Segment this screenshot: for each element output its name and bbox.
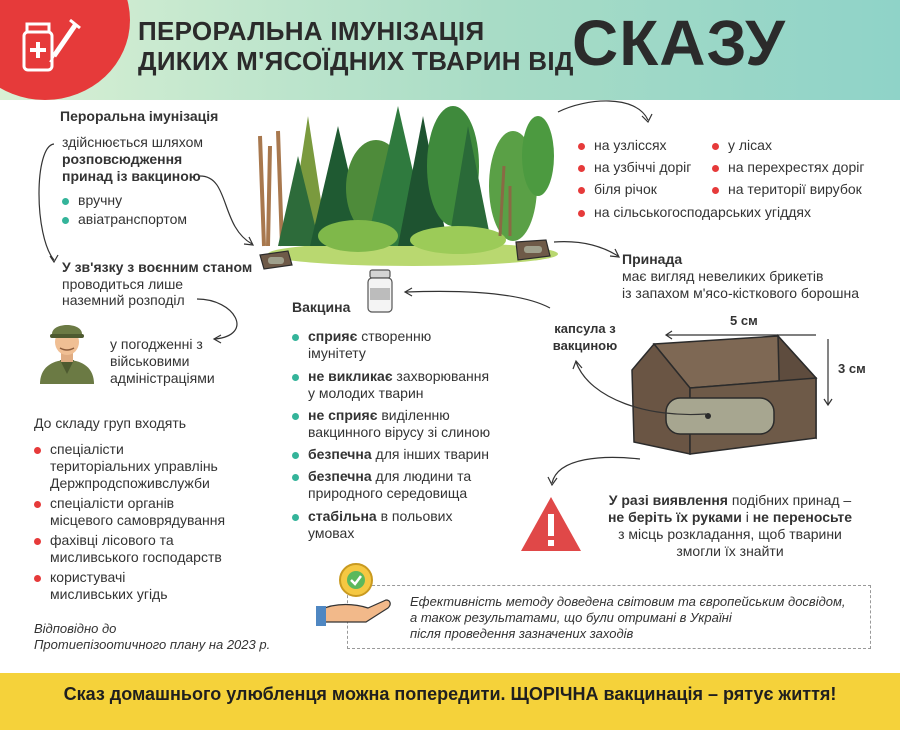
source-line-2: Протиепізоотичного плану на 2023 р.: [34, 637, 271, 652]
bait-width-label: 5 см: [730, 313, 758, 328]
war-line-1: проводиться лише: [62, 276, 184, 292]
vaccine-jar-icon: [364, 268, 396, 314]
vaccine-item: безпечна для інших тварин: [292, 446, 489, 463]
place-item: на узбіччі доріг: [578, 159, 691, 176]
coord-arrow: [195, 295, 255, 345]
group-item: фахівці лісового та мисливського господарств: [34, 532, 222, 566]
coord-line-2: військовими: [110, 353, 190, 369]
warning-line-3: з місць розкладання, щоб тварини: [618, 526, 842, 542]
groups-heading: До складу груп входять: [34, 415, 187, 431]
vaccine-item: не сприяє виділенню вакцинного вірусу зі слиною: [292, 407, 490, 441]
warning-triangle-icon: [518, 494, 584, 554]
bait-line-2: із запахом м'ясо-кісткового борошна: [622, 285, 860, 301]
warning-line-2: не беріть їх руками і не переносьте: [607, 509, 853, 525]
place-item: на узліссях: [578, 137, 667, 154]
footer-slogan: Сказ домашнього улюбленця можна попередити. ЩОРІЧНА вакцинація – рятує життя!: [63, 684, 837, 704]
place-item: біля річок: [578, 181, 657, 198]
war-heading: У зв'язку з воєнним станом: [62, 259, 253, 275]
oral-immunization-heading: Пероральна імунізація: [60, 108, 219, 124]
medical-vial-syringe-icon: [14, 10, 84, 80]
warning-arrow: [544, 455, 644, 489]
title-line-2: ДИКИХ М'ЯСОЇДНИХ ТВАРИН ВІД: [138, 46, 574, 76]
vaccine-item: стабільна в польових умовах: [292, 508, 453, 542]
warning-line-4: змогли їх знайти: [676, 543, 784, 559]
group-item: спеціалісти органів місцевого самоврядування: [34, 495, 225, 529]
war-line-2: наземний розподіл: [62, 292, 185, 308]
title-rabies: СКАЗУ: [572, 7, 786, 79]
method-item-air: авіатранспортом: [62, 211, 187, 228]
method-item-manual: вручну: [62, 192, 122, 209]
place-item: у лісах: [712, 137, 772, 154]
place-item: на сільськогосподарських угіддях: [578, 204, 811, 221]
gear-check-hand-icon: [316, 560, 396, 630]
places-arrow: [556, 96, 656, 126]
source-line-1: Відповідно до: [34, 621, 117, 636]
vaccine-heading: Вакцина: [292, 299, 351, 315]
vaccine-item: безпечна для людини та природного середовища: [292, 468, 471, 502]
bait-height-label: 3 см: [838, 361, 866, 376]
coord-line-3: адміністраціями: [110, 370, 215, 386]
bait-line-1: має вигляд невеликих брикетів: [622, 268, 824, 284]
bait-small-right: [514, 236, 552, 264]
coord-line-1: у погодженні з: [110, 336, 203, 352]
place-item: на перехрестях доріг: [712, 159, 864, 176]
intro-line-1: здійснюється шляхом: [62, 134, 203, 150]
vaccine-item: не викликає захворювання у молодих тварин: [292, 368, 489, 402]
method-line-2: а також результатами, що були отримані в Україні: [410, 610, 732, 625]
vaccine-item: сприяє створенню імунітету: [292, 328, 431, 362]
soldier-icon: [34, 318, 100, 384]
method-line-1: Ефективність методу доведена світовим та європейським досвідом,: [410, 594, 846, 609]
title-line-1: ПЕРОРАЛЬНА ІМУНІЗАЦІЯ: [138, 16, 485, 46]
bait-small-left: [258, 247, 294, 273]
intro-bold-1: розповсюдження: [62, 151, 183, 167]
group-item: користувачі мисливських угідь: [34, 569, 168, 603]
intro-bold-2: принад із вакциною: [62, 168, 201, 184]
warning-line-1: У разі виявлення подібних принад –: [608, 492, 852, 508]
bait-arrow: [552, 238, 622, 262]
method-line-3: після проведення зазначених заходів: [410, 626, 634, 641]
place-item: на території вирубок: [712, 181, 862, 198]
capsule-label: капсула з вакциною: [552, 321, 618, 353]
group-item: спеціалісти територіальних управлінь Держпродспоживслужби: [34, 441, 218, 492]
left-flow-arrows: [30, 136, 260, 266]
bait-heading: Принада: [622, 251, 683, 267]
